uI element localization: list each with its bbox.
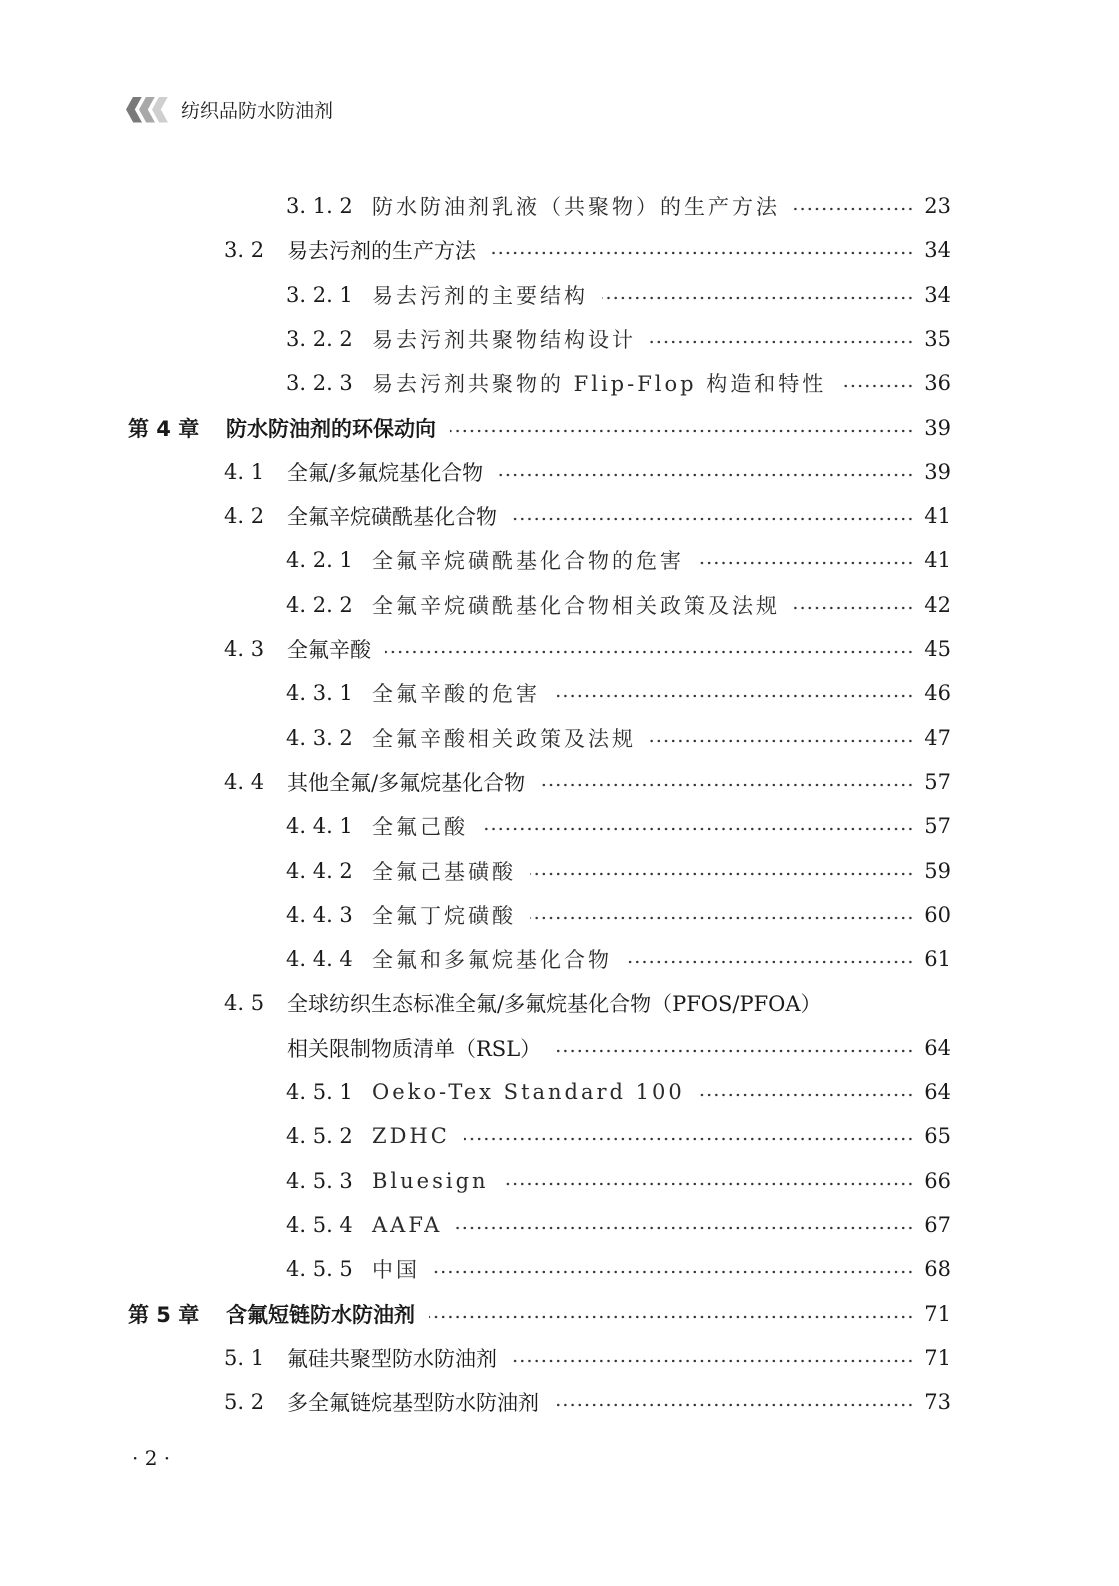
dot-leader [482,827,914,831]
dot-leader [385,650,914,654]
toc-entry-title: 全氟/多氟烷基化合物 [287,460,484,485]
dot-leader [511,517,914,521]
toc-entry-title: 全氟辛酸相关政策及法规 [372,726,636,751]
toc-entry[interactable] [0,322,1119,356]
toc-entry[interactable] [0,1075,1119,1109]
toc-entry-title: 氟硅共聚型防水防油剂 [287,1346,497,1371]
toc-entry-page: 41 [924,504,951,529]
dot-leader [650,739,914,743]
dot-leader [602,296,914,300]
toc-entry-number: 4. 3. 1 [286,681,353,706]
toc-entry-page: 46 [924,681,951,706]
dot-leader [497,473,914,477]
toc-entry-number: 第 5 章 [128,1302,200,1327]
toc-entry-number: 4. 4. 3 [286,902,353,927]
toc-entry-title: 易去污剂共聚物结构设计 [372,327,636,352]
toc-entry-page: 60 [924,902,951,927]
toc-entry-page: 34 [924,282,951,307]
toc-entry-title: Bluesign [372,1168,489,1193]
dot-leader [503,1182,914,1186]
toc-entry-number: 4. 4. 1 [286,814,353,839]
toc-entry[interactable] [0,1031,1119,1065]
toc-entry-title: 全氟辛酸 [287,638,371,662]
toc-entry-page: 36 [924,371,951,396]
toc-entry[interactable] [0,411,1119,445]
toc-entry-page: 47 [924,725,951,750]
dot-leader [554,694,914,698]
dot-leader [794,207,914,211]
toc-entry-number: 第 4 章 [128,416,200,441]
toc-entry-page: 45 [924,637,951,661]
dot-leader [699,1093,914,1097]
toc-entry[interactable] [0,278,1119,312]
toc-entry-number: 4. 3. 2 [286,725,353,750]
toc-entry-page: 59 [924,858,951,883]
toc-entry-page: 64 [924,1035,951,1060]
toc-entry-title: 全氟辛烷磺酰基化合物的危害 [372,549,684,574]
toc-entry-page: 61 [924,947,951,972]
toc-entry[interactable] [0,809,1119,843]
toc-entry-number: 3. 2. 2 [286,326,353,351]
dot-leader [530,916,914,920]
dot-leader [456,1226,914,1230]
toc-entry-title: 全氟和多氟烷基化合物 [372,948,612,973]
toc-entry-number: 5. 2 [224,1390,265,1415]
toc-entry[interactable] [0,676,1119,710]
chevron-decoration-icon [126,97,165,123]
toc-entry-page: 64 [924,1080,951,1104]
toc-entry-number: 3. 2. 1 [286,282,353,307]
toc-entry-title: AAFA [372,1212,443,1237]
toc-entry-title: 相关限制物质清单（RSL） [287,1036,542,1061]
toc-entry-number: 4. 2. 2 [286,592,353,617]
toc-entry-number: 4. 5 [224,991,265,1016]
toc-entry-title: ZDHC [372,1124,450,1149]
dot-leader [794,606,914,610]
toc-entry-number: 4. 2 [224,504,265,529]
dot-leader [429,1315,914,1319]
toc-entry-page: 73 [924,1390,951,1415]
toc-entry-page: 39 [924,415,951,440]
dot-leader [530,872,914,876]
toc-entry[interactable] [0,1164,1119,1198]
toc-entry-number: 4. 4. 4 [286,947,353,972]
toc-entry-number: 4. 4. 2 [286,858,353,883]
toc-entry-page: 39 [924,459,951,484]
toc-entry-title: 全氟己基磺酸 [372,859,516,884]
toc-entry[interactable] [0,942,1119,976]
toc-entry[interactable] [0,1341,1119,1375]
toc-entry-page: 71 [924,1301,951,1326]
toc-entry-title: 防水防油剂的环保动向 [226,416,436,441]
toc-entry-number: 3. 2 [224,238,265,263]
dot-leader [450,429,914,433]
toc-entry-title: 中国 [372,1258,420,1283]
dot-leader [511,1359,914,1363]
toc-entry-number: 4. 1 [224,459,265,484]
toc-entry[interactable] [0,499,1119,533]
toc-entry-number: 4. 2. 1 [286,548,353,573]
dot-leader [650,340,914,344]
toc-entry[interactable] [0,588,1119,622]
dot-leader [626,960,914,964]
toc-entry[interactable] [0,189,1119,223]
toc-entry-number: 3. 1. 2 [286,194,353,218]
toc-entry-page: 57 [924,814,951,839]
toc-entry[interactable] [0,233,1119,267]
dot-leader [539,783,914,787]
toc-entry-title: 易去污剂的主要结构 [372,283,588,308]
toc-entry-number: 3. 2. 3 [286,371,353,396]
toc-entry-number: 4. 4 [224,769,265,794]
dot-leader [555,1049,914,1053]
dot-leader [464,1137,914,1141]
toc-entry-page: 66 [924,1168,951,1193]
toc-entry-number: 4. 5. 5 [286,1257,353,1282]
toc-entry-title: 全氟辛烷磺酰基化合物相关政策及法规 [372,593,780,618]
dot-leader [434,1270,914,1274]
toc-entry[interactable] [0,898,1119,932]
dot-leader [698,561,914,565]
toc-entry[interactable] [0,1252,1119,1286]
book-title: 纺织品防水防油剂 [181,100,334,122]
dot-leader [553,1403,914,1407]
toc-entry[interactable] [0,543,1119,577]
toc-entry[interactable] [0,765,1119,799]
running-header [126,96,333,123]
toc-entry[interactable] [0,721,1119,755]
toc-entry[interactable] [0,986,1119,1020]
toc-entry[interactable] [0,1208,1119,1242]
toc-entry-title: 易去污剂的生产方法 [287,239,476,264]
toc-entry-number: 4. 5. 3 [286,1168,353,1193]
toc-entry-page: 35 [924,326,951,351]
toc-entry-title: 全球纺织生态标准全氟/多氟烷基化合物（PFOS/PFOA） [287,992,822,1017]
toc-entry[interactable] [0,366,1119,400]
toc-entry-title: 易去污剂共聚物的 Flip-Flop 构造和特性 [372,372,827,397]
toc-entry-number: 4. 5. 2 [286,1124,353,1149]
toc-entry-page: 34 [924,238,951,263]
toc-entry-title: 全氟辛酸的危害 [372,682,540,707]
toc-entry[interactable] [0,632,1119,666]
toc-entry-title: 防水防油剂乳液（共聚物）的生产方法 [372,195,780,219]
toc-entry[interactable] [0,1297,1119,1331]
toc-entry[interactable] [0,455,1119,489]
toc-entry-title: 其他全氟/多氟烷基化合物 [287,770,526,795]
toc-entry-title: 多全氟链烷基型防水防油剂 [287,1391,539,1416]
page-number: · 2 · [132,1446,171,1470]
toc-entry-number: 4. 3 [224,637,265,661]
toc-entry-title: 全氟辛烷磺酰基化合物 [287,505,497,530]
toc-entry-page: 67 [924,1212,951,1237]
toc-entry[interactable] [0,1119,1119,1153]
toc-entry-title: Oeko-Tex Standard 100 [372,1080,685,1104]
toc-entry-page: 71 [924,1345,951,1370]
toc-entry-page: 65 [924,1124,951,1149]
toc-entry-number: 5. 1 [224,1345,265,1370]
toc-entry-title: 全氟丁烷磺酸 [372,903,516,928]
toc-entry[interactable] [0,1385,1119,1419]
dot-leader [840,384,914,388]
toc-entry-page: 68 [924,1257,951,1282]
toc-entry-page: 23 [924,194,951,218]
toc-entry-page: 42 [924,592,951,617]
toc-entry-page: 57 [924,769,951,794]
dot-leader [490,251,914,255]
toc-entry-page: 41 [924,548,951,573]
toc-entry-number: 4. 5. 4 [286,1212,353,1237]
toc-entry-number: 4. 5. 1 [286,1080,353,1104]
toc-entry[interactable] [0,854,1119,888]
toc-entry-title: 含氟短链防水防油剂 [226,1302,415,1327]
toc-entry-title: 全氟己酸 [372,815,468,840]
